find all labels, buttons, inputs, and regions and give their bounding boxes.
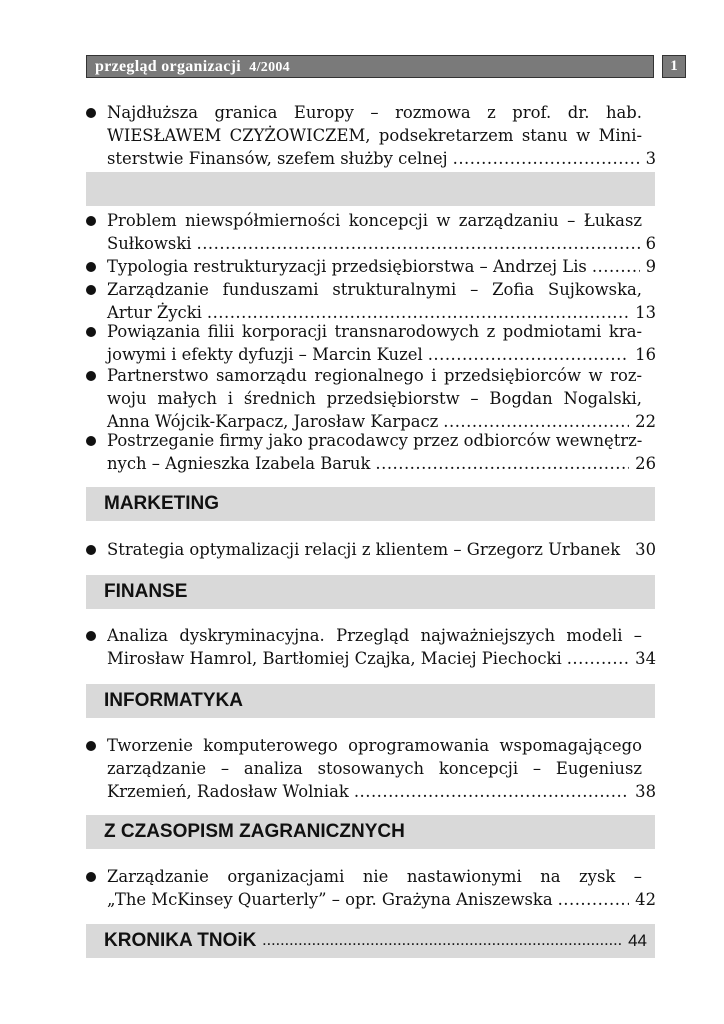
entry-text: Artur Życki: [107, 303, 202, 322]
section-bar-finanse: [86, 575, 655, 609]
leader-dots: [428, 343, 629, 366]
toc-entry[interactable]: [86, 865, 656, 911]
running-header: [86, 55, 654, 78]
entry-page-number: 9: [645, 257, 656, 276]
entry-last-line: [107, 452, 656, 475]
entry-page-number: 44: [628, 931, 647, 950]
entry-text: jowymi i efekty dyfuzji – Marcin Kuzel: [107, 345, 423, 364]
toc-entry[interactable]: [86, 320, 656, 366]
section-title: Z CZASOPISM ZAGRANICZNYCH: [104, 821, 405, 842]
bullet-icon: [86, 262, 96, 272]
leader-dots: [262, 932, 622, 950]
section-title: INFORMATYKA: [104, 690, 243, 711]
toc-entry[interactable]: [86, 624, 656, 670]
section-title: FINANSE: [104, 581, 188, 602]
bullet-icon: [86, 371, 96, 381]
entry-text: Krzemień, Radosław Wolniak: [107, 782, 349, 801]
toc-entry[interactable]: [86, 364, 656, 433]
entry-last-line: [107, 780, 656, 803]
entry-text-line: Zarządzanie organizacjami nie nastawionymi na zysk –: [107, 867, 642, 886]
entry-text: Sułkowski: [107, 234, 192, 253]
entry-last-line: [107, 343, 656, 366]
leader-dots: [375, 452, 629, 475]
entry-text: sterstwie Finansów, szefem służby celnej: [107, 149, 448, 168]
entry-last-line: [107, 147, 656, 170]
toc-entry[interactable]: [86, 278, 656, 324]
section-bar-marketing: [86, 487, 655, 521]
leader-dots: [453, 147, 640, 170]
entry-page-number: 26: [635, 454, 656, 473]
entry-text-line: Powiązania filii korporacji transnarodowych z podmiotami kra-: [107, 322, 642, 341]
entry-page-number: 3: [645, 149, 656, 168]
leader-dots: [592, 255, 640, 278]
entry-last-line: [107, 538, 656, 561]
bullet-icon: [86, 285, 96, 295]
section-bar-blank: [86, 172, 655, 206]
leader-dots: [197, 232, 640, 255]
entry-page-number: 6: [645, 234, 656, 253]
entry-text-line: Zarządzanie funduszami strukturalnymi – Zofia Sujkowska,: [107, 280, 642, 299]
journal-title: [95, 58, 290, 76]
entry-text-line: Najdłuższa granica Europy – rozmowa z prof. dr. hab.: [107, 103, 642, 122]
toc-entry[interactable]: [86, 429, 656, 475]
entry-text-line: WIESŁAWEM CZYŻOWICZEM, podsekretarzem stanu w Mini-: [107, 126, 642, 145]
leader-dots: [354, 780, 629, 803]
toc-entry[interactable]: [86, 101, 656, 170]
entry-page-number: 13: [635, 303, 656, 322]
entry-page-number: 34: [635, 649, 656, 668]
entry-last-line: [107, 647, 656, 670]
entry-last-line: [107, 232, 656, 255]
entry-text-line: woju małych i średnich przedsiębiorstw – Bogdan Nogalski,: [107, 389, 642, 408]
section-bar-informatyka: [86, 684, 655, 718]
bullet-icon: [86, 327, 96, 337]
toc-entry[interactable]: [86, 734, 656, 803]
entry-text-line: Tworzenie komputerowego oprogramowania wspomagającego: [107, 736, 642, 755]
entry-text: Typologia restrukturyzacji przedsiębiorstwa – Andrzej Lis: [107, 257, 587, 276]
bullet-icon: [86, 545, 96, 555]
bullet-icon: [86, 436, 96, 446]
leader-dots: [567, 647, 629, 670]
toc-entry[interactable]: [86, 255, 656, 278]
toc-entry[interactable]: [86, 538, 656, 561]
leader-dots: [558, 888, 630, 911]
entry-page-number: 38: [635, 782, 656, 801]
entry-page-number: 22: [635, 412, 656, 431]
journal-name: przegląd organizacji: [95, 58, 241, 75]
entry-text-line: Partnerstwo samorządu regionalnego i przedsiębiorców w roz-: [107, 366, 642, 385]
entry-text-line: zarządzanie – analiza stosowanych koncepcji – Eugeniusz: [107, 759, 642, 778]
bullet-icon: [86, 108, 96, 118]
entry-text: Strategia optymalizacji relacji z klientem – Grzegorz Urbanek: [107, 540, 621, 559]
entry-text-line: Analiza dyskryminacyjna. Przegląd najważniejszych modeli –: [107, 626, 642, 645]
entry-page-number: 30: [635, 540, 656, 559]
entry-last-line: [107, 255, 656, 278]
entry-text: Mirosław Hamrol, Bartłomiej Czajka, Maciej Piechocki: [107, 649, 562, 668]
entry-text: Anna Wójcik-Karpacz, Jarosław Karpacz: [107, 412, 439, 431]
section-title: MARKETING: [104, 493, 220, 514]
entry-last-line: [107, 888, 656, 911]
entry-page-number: 16: [635, 345, 656, 364]
section-bar-kronika[interactable]: [86, 924, 655, 958]
entry-text-line: Postrzeganie firmy jako pracodawcy przez odbiorców wewnętrz-: [107, 431, 642, 450]
entry-text-line: Problem niewspółmierności koncepcji w zarządzaniu – Łukasz: [107, 211, 642, 230]
section-title: KRONIKA TNOiK: [104, 930, 257, 951]
bullet-icon: [86, 741, 96, 751]
bullet-icon: [86, 216, 96, 226]
issue-number: 4/2004: [249, 60, 290, 75]
bullet-icon: [86, 872, 96, 882]
bullet-icon: [86, 631, 96, 641]
toc-entry[interactable]: [86, 209, 656, 255]
entry-text: nych – Agnieszka Izabela Baruk: [107, 454, 371, 473]
entry-page-number: 42: [635, 890, 656, 909]
page-number: 1: [662, 55, 686, 78]
entry-text: „The McKinsey Quarterly” – opr. Grażyna Aniszewska: [107, 890, 553, 909]
section-bar-czasopisma: [86, 815, 655, 849]
